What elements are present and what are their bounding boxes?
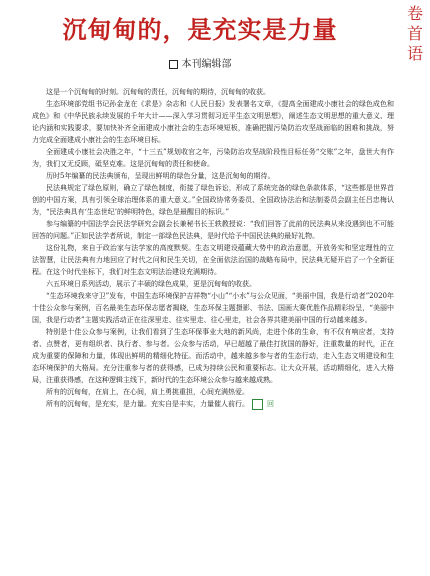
article-body: [32, 86, 394, 410]
paragraph: 生态环境部党组书记孙金龙在《求是》杂志和《人民日报》发表署名文章，《提高全面建成小康社会的绿色成色和成色》和《中华民族永续发展的千年大计——深入学习贯彻习近平生态文明思想》，阐述生态文明思想的重大意义、理论内涵和实践要求，要加快补齐全面建成小康社会的生态环境短板，准确把握污染防治攻坚战面临的困难和挑战，努力完成全面建成小康社会的生态环境目标。: [32, 100, 394, 144]
column-label-char: 卷: [406, 4, 423, 23]
paragraph: 所有的沉甸甸，在肩上，在心间，肩上勇挑重担，心间充满热爱。: [46, 388, 249, 396]
paragraph-last-text: 所有的沉甸甸，是充实，是力量。充实自是丰实，力量催人前行。: [46, 400, 249, 408]
end-mark-icon: 回: [252, 399, 263, 410]
column-label: [404, 4, 426, 64]
paragraph: 参与编纂的中国法学会民法学研究会副会长兼秘书长王轶教授说：“我们回答了此前的民法典从来没遇到也不可能回答的问题。”正如民法学者所说，制定一部绿色民法典，是时代给予中国民法典的最好礼物。: [32, 220, 394, 240]
byline-text: 本刊编辑部: [181, 59, 232, 70]
byline: [0, 55, 400, 70]
column-label-char: 首: [406, 24, 423, 43]
paragraph: 民法典规定了绿色原则，确立了绿色制度，衔接了绿色诉讼，形成了系统完备的绿色条款体系，“这些都是世界首创的中国方案，具有引领全球治理体系的重大意义。”全国政协常务委员、全国政协法治和法制委员会副主任吕忠梅认为，“民法典具有‘生态世纪’的鲜明特色，绿色是最醒目的标识。”: [32, 184, 394, 216]
column-label-char: 语: [406, 44, 423, 63]
page-title: 沉甸甸的，是充实是力量: [62, 15, 338, 44]
square-bullet-icon: [169, 60, 178, 69]
paragraph: 这份礼物，来自于政治家与法学家的高度默契。生态文明建设蕴藏大势中的政治意愿，开放务实和坚定理性的立法智慧，让民法典有力地回应了时代之问和民生关切，在全面依法治国的战略布局中，民法典无疑开启了一个全新征程。在这个时代坐标下，我们对生态文明法治建设充满期待。: [32, 244, 394, 276]
paragraph: 历时5年编纂的民法典颁布，呈现出鲜明的绿色分量，这是沉甸甸的期待。: [46, 172, 275, 180]
paragraph: 全面建成小康社会决胜之年，“十三五”规划收官之年，污染防治攻坚战阶段性目标任务“交账”之年，盘世大有作为，我们又无反顾，砥坚克难。这是沉甸甸的责任和使命。: [32, 148, 394, 168]
paragraph: 这是一个沉甸甸的时刻。沉甸甸的责任，沉甸甸的期待，沉甸甸的收获。: [46, 88, 270, 96]
paragraph: “生态环境我来守卫”发布，中国生态环境保护吉祥物“小山”“小水”与公众见面，“美丽中国，我是行动者”2020年十佳公众参与案例，百名最美生态环保志愿者揭晓，生态环保主题摄影、书法、国画大赛优胜作品精彩纷呈，“美丽中国，我是行动者”主题实践活动正在往深里走、往实里走、往心里走，社会各界共建美丽中国的行动越来越多。: [32, 292, 394, 324]
paragraph-last: [32, 398, 394, 410]
paragraph: 特别是十佳公众参与案例，让我们看到了生态环保事业大地的新风尚，走进个体的生命，有不仅有响应者，支持者、点赞者，更有组织者、执行者、参与者。公众参与活动，早已超越了最佳打扰国的静好，注重数量的时代，正在成为重要的保障和力量，体现出鲜明的精细化特征。而活动中，越来越多参与者的生态行动，走入生态文明建设和生态环境保护的大格局。充分注重参与者的获得感，已成为持续公民和重要标志。让大众开展，活动精细化，进入大格局，注重获得感，在这种逻辑主线下，新时代的生态环境公众参与越来越成熟。: [32, 328, 394, 384]
paragraph: 六五环境日系列活动，展示了丰硕的绿色成果，更是沉甸甸的收获。: [46, 280, 256, 288]
